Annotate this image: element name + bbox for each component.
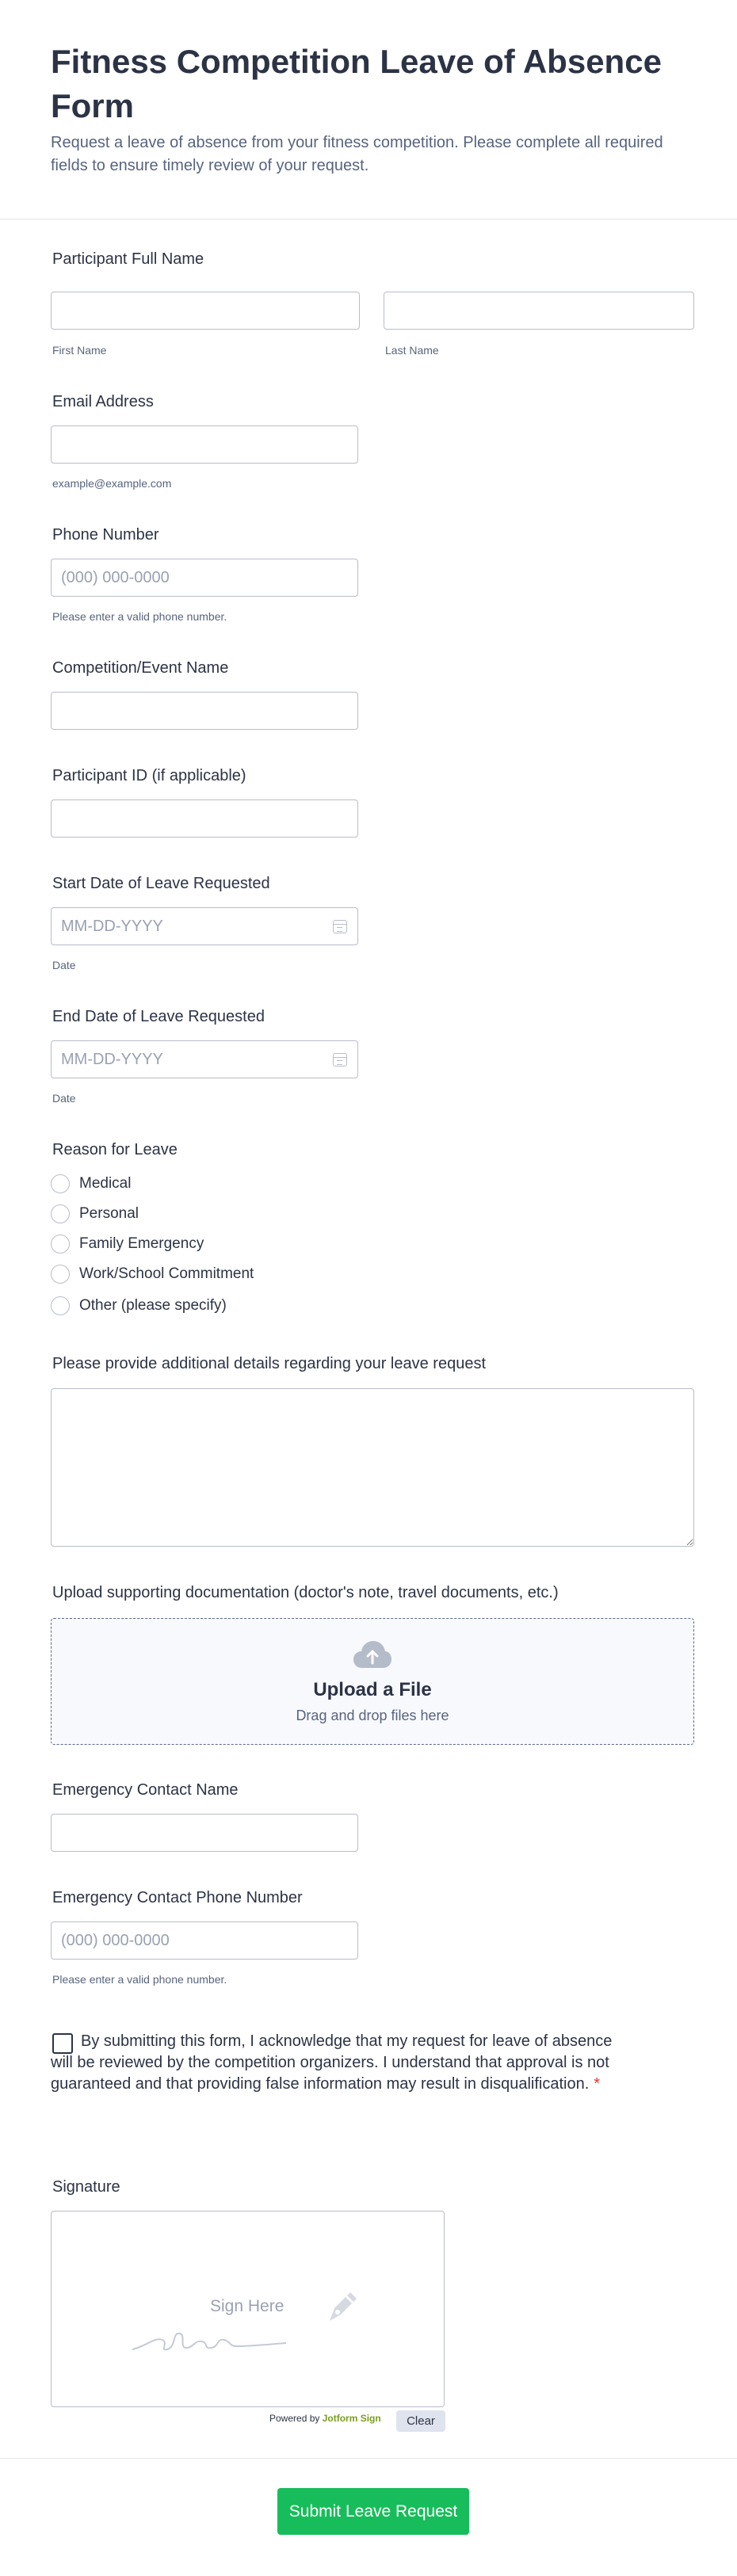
- upload-title: Upload a File: [313, 1679, 432, 1700]
- pen-icon: [323, 2291, 358, 2326]
- radio-button[interactable]: [51, 1265, 70, 1284]
- last-name-sublabel: Last Name: [385, 344, 439, 357]
- competition-input[interactable]: [51, 692, 358, 730]
- end-date-sublabel: Date: [52, 1092, 76, 1105]
- phone-input[interactable]: [51, 559, 358, 597]
- phone-label: Phone Number: [52, 526, 159, 544]
- participant-id-input[interactable]: [51, 800, 358, 838]
- required-asterisk: *: [594, 2075, 601, 2093]
- upload-label: Upload supporting documentation (doctor's note, travel documents, etc.): [52, 1584, 559, 1601]
- form-header: [0, 0, 737, 219]
- submit-button[interactable]: Submit Leave Request: [277, 2488, 469, 2535]
- emergency-name-input[interactable]: [51, 1814, 358, 1852]
- start-date-label: Start Date of Leave Requested: [52, 875, 270, 892]
- competition-label: Competition/Event Name: [52, 659, 229, 677]
- radio-option-work-school[interactable]: [51, 1263, 254, 1285]
- clear-signature-button[interactable]: Clear: [396, 2410, 445, 2432]
- reason-label: Reason for Leave: [52, 1141, 178, 1158]
- radio-option-family-emergency[interactable]: [51, 1233, 204, 1255]
- signature-placeholder: Sign Here: [210, 2297, 284, 2315]
- cloud-upload-icon: [353, 1639, 392, 1670]
- radio-button[interactable]: [51, 1296, 70, 1315]
- emergency-phone-input[interactable]: [51, 1922, 358, 1960]
- upload-subtitle: Drag and drop files here: [296, 1708, 449, 1723]
- signature-pad[interactable]: [51, 2211, 445, 2407]
- footer-divider: [0, 2458, 737, 2459]
- file-upload-dropzone[interactable]: [51, 1618, 694, 1745]
- form-subtitle: Request a leave of absence from your fitness competition. Please complete all required fields to ensure timely review of your request.: [51, 134, 663, 174]
- radio-option-medical[interactable]: [51, 1173, 131, 1195]
- radio-button[interactable]: [51, 1174, 70, 1193]
- signature-label: Signature: [52, 2178, 120, 2196]
- emergency-phone-label: Emergency Contact Phone Number: [52, 1889, 303, 1906]
- radio-label: Medical: [79, 1175, 132, 1192]
- first-name-input[interactable]: [51, 292, 360, 330]
- email-label: Email Address: [52, 393, 154, 410]
- first-name-sublabel: First Name: [52, 344, 107, 357]
- calendar-icon[interactable]: [333, 1053, 347, 1067]
- emergency-name-label: Emergency Contact Name: [52, 1781, 239, 1799]
- radio-option-other[interactable]: [51, 1295, 227, 1317]
- radio-button[interactable]: [51, 1204, 70, 1223]
- signature-squiggle-icon: [131, 2322, 289, 2354]
- jotform-sign-brand: Jotform Sign: [322, 2413, 381, 2424]
- consent-label: By submitting this form, I acknowledge that my request for leave of absence will be reviewed by the competition organizers. I understand that approval is not guaranteed and that providing false information may result in disqualification.: [51, 2032, 613, 2093]
- email-sublabel: example@example.com: [52, 477, 172, 490]
- powered-by: [269, 2413, 381, 2424]
- phone-sublabel: Please enter a valid phone number.: [52, 610, 227, 623]
- start-date-input[interactable]: [51, 907, 358, 945]
- details-label: Please provide additional details regarding your leave request: [52, 1355, 487, 1372]
- emergency-phone-sublabel: Please enter a valid phone number.: [52, 1973, 227, 1986]
- form-title: Fitness Competition Leave of Absence Form: [51, 43, 662, 124]
- radio-label: Other (please specify): [79, 1297, 227, 1314]
- end-date-input[interactable]: [51, 1040, 358, 1078]
- consent-text: [51, 2031, 637, 2095]
- participant-id-label: Participant ID (if applicable): [52, 767, 246, 784]
- powered-by-text: Powered by: [269, 2413, 320, 2424]
- radio-option-personal[interactable]: [51, 1203, 139, 1225]
- start-date-sublabel: Date: [52, 959, 76, 971]
- full-name-label: Participant Full Name: [52, 250, 204, 268]
- radio-label: Family Emergency: [79, 1235, 204, 1252]
- end-date-label: End Date of Leave Requested: [52, 1008, 265, 1025]
- calendar-icon[interactable]: [333, 920, 347, 933]
- details-textarea[interactable]: [51, 1388, 694, 1547]
- email-input[interactable]: [51, 426, 358, 464]
- radio-label: Work/School Commitment: [79, 1265, 254, 1282]
- radio-label: Personal: [79, 1205, 139, 1222]
- last-name-input[interactable]: [384, 292, 694, 330]
- radio-button[interactable]: [51, 1235, 70, 1254]
